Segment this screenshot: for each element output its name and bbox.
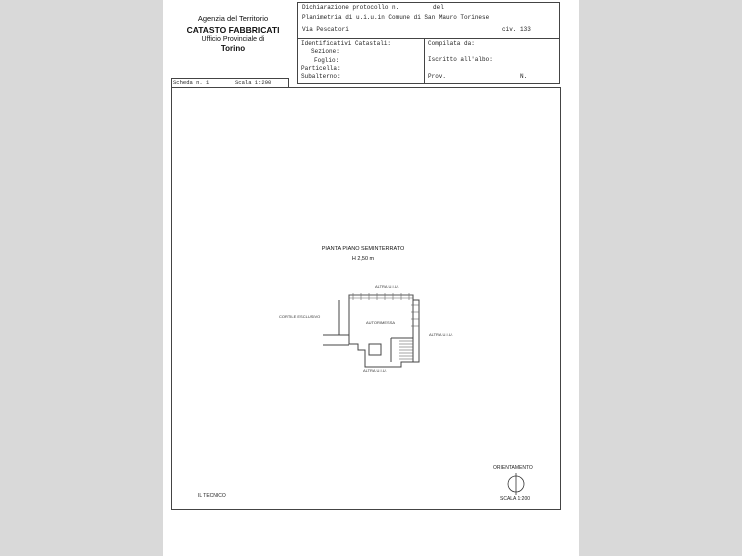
prov-label: Prov.	[428, 73, 447, 80]
dichiarazione-label: Dichiarazione protocollo n.	[302, 4, 400, 11]
catasto-title: CATASTO FABBRICATI	[186, 25, 280, 35]
scala-footer-label: SCALA 1:200	[500, 496, 531, 502]
scheda-label: Scheda n. 1	[173, 79, 210, 86]
via-label: Via Pescatori	[302, 26, 349, 33]
altra-uiu-top: ALTRA U.I.U.	[375, 284, 399, 289]
cortile-label: CORTILE ESCLUSIVO	[279, 314, 321, 319]
agency-name: Agenzia del Territorio	[197, 14, 269, 23]
altra-uiu-right: ALTRA U.I.U.	[429, 332, 453, 337]
altra-uiu-bottom: ALTRA U.I.U.	[363, 368, 387, 373]
autorimessa-label: AUTORIMESSA	[366, 320, 396, 325]
particella-label: Particella:	[301, 65, 341, 72]
compilata-label: Compilata da:	[428, 40, 475, 47]
document-sheet	[163, 0, 579, 556]
office-name: Ufficio Provinciale di	[201, 36, 265, 43]
plan-height: H 2,50 m	[351, 256, 375, 262]
n-label: N.	[520, 73, 528, 80]
office-city: Torino	[220, 44, 246, 53]
foglio-label: Foglio:	[314, 57, 340, 64]
plan-title: PIANTA PIANO SEMINTERRATO	[321, 246, 405, 252]
scala-label: Scala 1:200	[235, 79, 272, 86]
subalterno-label: Subalterno:	[301, 73, 341, 80]
tecnico-label: IL TECNICO	[198, 493, 226, 499]
planimetria-label: Planimetria di u.i.u.in Comune di San Mauro Torinese	[302, 14, 490, 21]
sezione-label: Sezione:	[311, 48, 340, 55]
ident-title: Identificativi Catastali:	[301, 40, 392, 47]
civ-label: civ. 133	[502, 26, 531, 33]
orientamento-label: ORIENTAMENTO	[493, 465, 533, 471]
del-label: del	[433, 4, 444, 11]
iscritto-label: Iscritto all'albo:	[428, 56, 493, 63]
compass-icon	[506, 473, 526, 495]
